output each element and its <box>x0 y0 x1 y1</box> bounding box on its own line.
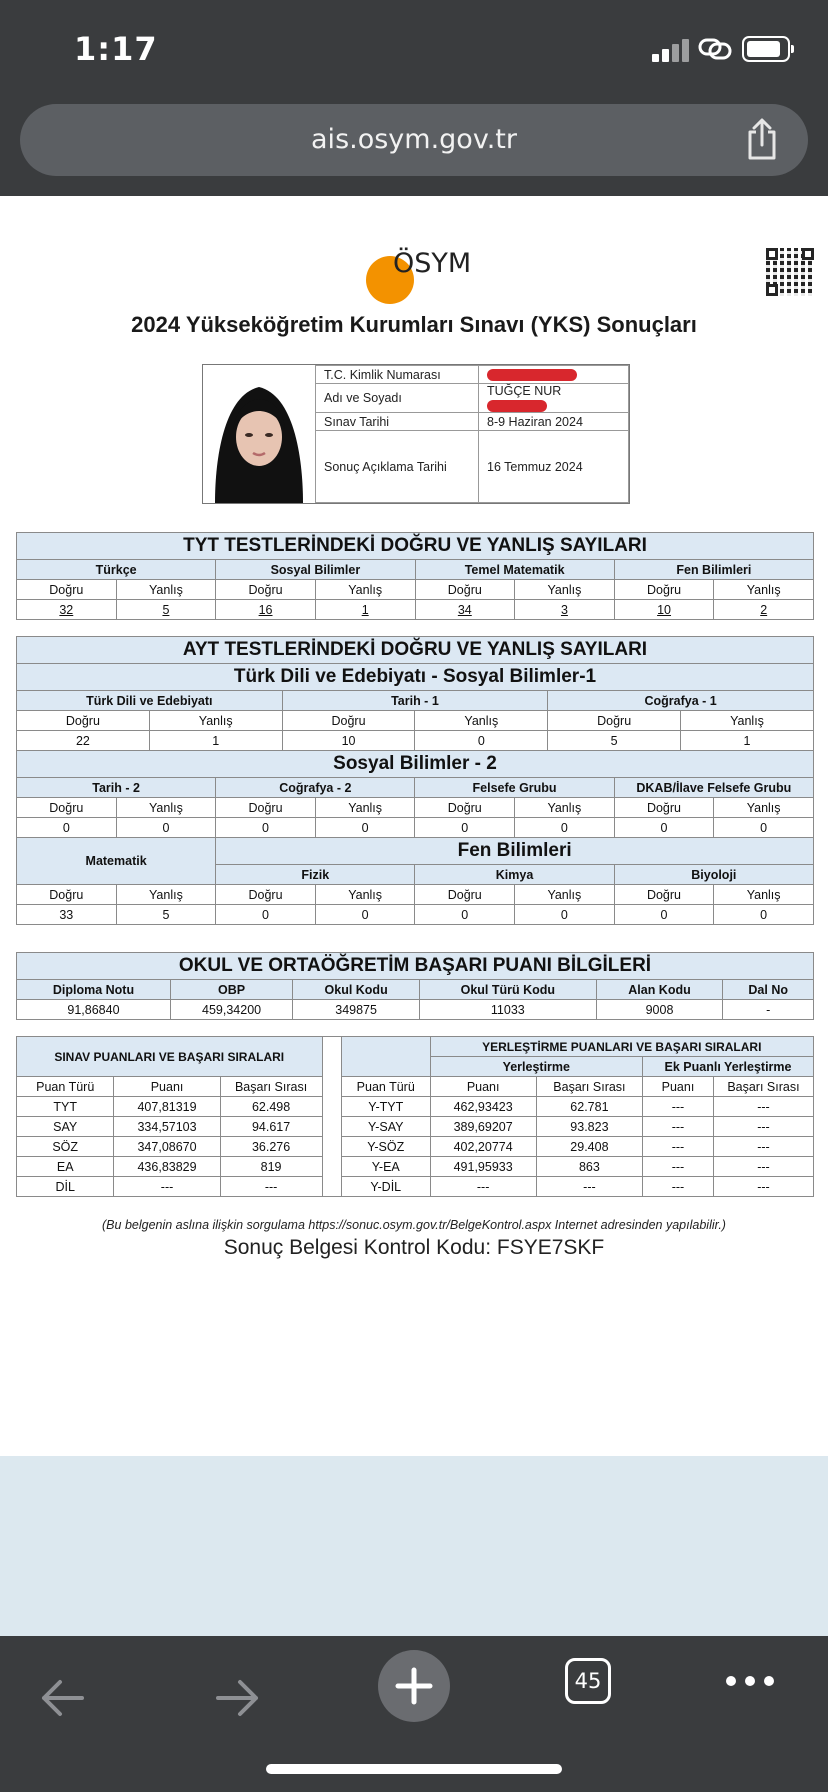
candidate-info-box <box>202 364 630 504</box>
tyt-table <box>16 532 814 620</box>
qr-code-icon <box>766 248 814 296</box>
yanlis-label: Yanlış <box>149 711 282 731</box>
column-header: Okul Kodu <box>293 980 420 1000</box>
score-cell: --- <box>114 1177 220 1197</box>
column-header: Puanı <box>643 1077 714 1097</box>
subject-header: Tarih - 2 <box>17 778 216 798</box>
column-header: Puan Türü <box>341 1077 430 1097</box>
score-cell: SAY <box>17 1117 114 1137</box>
dogru-label: Doğru <box>614 885 714 905</box>
column-header: Puan Türü <box>17 1077 114 1097</box>
score-cell: --- <box>713 1117 813 1137</box>
result-date-value: 16 Temmuz 2024 <box>479 431 629 503</box>
home-indicator <box>266 1764 562 1774</box>
dogru-label: Doğru <box>614 580 714 600</box>
score-cell: TYT <box>17 1097 114 1117</box>
control-code: Sonuç Belgesi Kontrol Kodu: FSYE7SKF <box>223 1236 605 1259</box>
score-cell: Y-SÖZ <box>341 1137 430 1157</box>
column-header: Başarı Sırası <box>713 1077 813 1097</box>
subject-header: Sosyal Bilimler <box>216 560 415 580</box>
score-cell: Y-DİL <box>341 1177 430 1197</box>
subject-header: Coğrafya - 1 <box>548 691 814 711</box>
dogru-label: Doğru <box>548 711 681 731</box>
tc-label: T.C. Kimlik Numarası <box>316 366 479 384</box>
redaction-mark <box>487 369 577 381</box>
page-title: 2024 Yükseköğretim Kurumları Sınavı (YKS) Sonuçları <box>131 312 697 337</box>
score-cell: 407,81319 <box>114 1097 220 1117</box>
yanlis-label: Yanlış <box>681 711 814 731</box>
yanlis-label: Yanlış <box>116 885 216 905</box>
column-header: Alan Kodu <box>596 980 723 1000</box>
column-header: OBP <box>170 980 292 1000</box>
score-cell: 29.408 <box>536 1137 642 1157</box>
yanlis-label: Yanlış <box>515 885 615 905</box>
status-time: 1:17 <box>74 30 158 68</box>
yanlis-label: Yanlış <box>315 580 415 600</box>
score-cell: 10 <box>614 600 714 620</box>
tyt-title: TYT TESTLERİNDEKİ DOĞRU VE YANLIŞ SAYILARI <box>17 533 814 560</box>
name-value: TUĞÇE NUR <box>479 384 629 413</box>
table-row <box>17 1177 814 1197</box>
score-cell: 0 <box>714 818 814 838</box>
score-cell: 5 <box>116 600 216 620</box>
ayt-section-2: Sosyal Bilimler - 2 <box>17 751 814 778</box>
score-cell: DİL <box>17 1177 114 1197</box>
score-cell: --- <box>713 1137 813 1157</box>
score-cell: 0 <box>415 905 515 925</box>
more-icon[interactable] <box>726 1676 774 1688</box>
score-cell: --- <box>643 1177 714 1197</box>
dogru-label: Doğru <box>17 885 117 905</box>
yanlis-label: Yanlış <box>415 711 548 731</box>
score-cell: 347,08670 <box>114 1137 220 1157</box>
redaction-mark <box>487 400 547 412</box>
ayt-table <box>16 636 814 925</box>
school-table <box>16 952 814 1020</box>
osym-logo: ÖSYM <box>366 238 476 298</box>
score-cell: 1 <box>315 600 415 620</box>
score-cell: --- <box>643 1117 714 1137</box>
back-arrow-icon[interactable] <box>38 1674 88 1722</box>
score-cell: 389,69207 <box>430 1117 536 1137</box>
subject-header: Biyoloji <box>614 865 813 885</box>
score-cell: 0 <box>216 905 316 925</box>
yanlis-label: Yanlış <box>714 580 814 600</box>
score-cell: 33 <box>17 905 117 925</box>
dogru-label: Doğru <box>415 798 515 818</box>
score-cell: 0 <box>415 731 548 751</box>
dogru-label: Doğru <box>17 580 117 600</box>
score-cell: --- <box>643 1157 714 1177</box>
score-cell: 2 <box>714 600 814 620</box>
value-cell: 459,34200 <box>170 1000 292 1020</box>
verification-note: (Bu belgenin aslına ilişkin sorgulama https://sonuc.osym.gov.tr/BelgeKontrol.aspx Internet adresinden yapılabilir.) <box>102 1218 726 1232</box>
column-header: Başarı Sırası <box>536 1077 642 1097</box>
score-cell: 0 <box>17 818 117 838</box>
battery-icon <box>742 36 790 62</box>
candidate-photo <box>203 365 316 503</box>
score-cell: 436,83829 <box>114 1157 220 1177</box>
score-cell: 1 <box>149 731 282 751</box>
score-cell: 5 <box>548 731 681 751</box>
subject-header: DKAB/İlave Felsefe Grubu <box>614 778 813 798</box>
score-cell: SÖZ <box>17 1137 114 1157</box>
forward-arrow-icon[interactable] <box>212 1674 262 1722</box>
score-cell: 334,57103 <box>114 1117 220 1137</box>
score-cell: 22 <box>17 731 150 751</box>
result-document <box>0 196 828 1456</box>
yanlis-label: Yanlış <box>515 580 615 600</box>
score-cell: 0 <box>714 905 814 925</box>
score-cell: 462,93423 <box>430 1097 536 1117</box>
score-cell: --- <box>713 1177 813 1197</box>
yanlis-label: Yanlış <box>116 580 216 600</box>
score-cell: 0 <box>614 905 714 925</box>
score-cell: --- <box>713 1097 813 1117</box>
yanlis-label: Yanlış <box>714 885 814 905</box>
yanlis-label: Yanlış <box>515 798 615 818</box>
score-cell: 62.781 <box>536 1097 642 1117</box>
score-cell: --- <box>220 1177 322 1197</box>
value-cell: 91,86840 <box>17 1000 171 1020</box>
score-cell: 0 <box>415 818 515 838</box>
placement-header: Yerleştirme <box>430 1057 643 1077</box>
score-cell: 10 <box>282 731 415 751</box>
subject-header: Türk Dili ve Edebiyatı <box>17 691 283 711</box>
subject-header: Kimya <box>415 865 614 885</box>
personal-hotspot-icon <box>697 36 733 62</box>
score-cell: Y-EA <box>341 1157 430 1177</box>
score-cell: 0 <box>614 818 714 838</box>
ayt-title: AYT TESTLERİNDEKİ DOĞRU VE YANLIŞ SAYILARI <box>17 637 814 664</box>
score-cell: 402,20774 <box>430 1137 536 1157</box>
score-cell: 0 <box>315 818 415 838</box>
table-row <box>17 1117 814 1137</box>
score-cell: 3 <box>515 600 615 620</box>
score-cell: 0 <box>216 818 316 838</box>
subject-header: Felsefe Grubu <box>415 778 614 798</box>
table-row <box>17 1137 814 1157</box>
column-header: Puanı <box>430 1077 536 1097</box>
yanlis-label: Yanlış <box>116 798 216 818</box>
score-cell: 0 <box>116 818 216 838</box>
fen-header: Fen Bilimleri <box>216 838 814 865</box>
share-icon[interactable] <box>742 118 782 162</box>
score-cell: 5 <box>116 905 216 925</box>
name-label: Adı ve Soyadı <box>316 384 479 413</box>
signal-icon <box>652 36 692 62</box>
value-cell: 349875 <box>293 1000 420 1020</box>
scores-table <box>16 1036 814 1197</box>
subject-header: Türkçe <box>17 560 216 580</box>
tc-value <box>479 366 629 384</box>
score-cell: 16 <box>216 600 316 620</box>
score-cell: 93.823 <box>536 1117 642 1137</box>
subject-header: Tarih - 1 <box>282 691 548 711</box>
dogru-label: Doğru <box>17 711 150 731</box>
column-header: Diploma Notu <box>17 980 171 1000</box>
dogru-label: Doğru <box>282 711 415 731</box>
exam-date-label: Sınav Tarihi <box>316 413 479 431</box>
column-header: Başarı Sırası <box>220 1077 322 1097</box>
dogru-label: Doğru <box>614 798 714 818</box>
candidate-info-table <box>315 365 629 503</box>
score-cell: --- <box>713 1157 813 1177</box>
column-header: Puanı <box>114 1077 220 1097</box>
yanlis-label: Yanlış <box>315 798 415 818</box>
score-cell: 863 <box>536 1157 642 1177</box>
score-cell: 0 <box>515 905 615 925</box>
ayt-section-1: Türk Dili ve Edebiyatı - Sosyal Bilimler-1 <box>17 664 814 691</box>
plus-icon <box>378 1650 450 1722</box>
table-row <box>17 1157 814 1177</box>
score-cell: 34 <box>415 600 515 620</box>
score-cell: 0 <box>315 905 415 925</box>
dogru-label: Doğru <box>216 580 316 600</box>
exam-date-value: 8-9 Haziran 2024 <box>479 413 629 431</box>
dogru-label: Doğru <box>216 798 316 818</box>
math-header: Matematik <box>17 838 216 885</box>
table-row <box>17 1097 814 1117</box>
score-cell: --- <box>536 1177 642 1197</box>
column-header: Dal No <box>723 980 814 1000</box>
subject-header: Temel Matematik <box>415 560 614 580</box>
url-text[interactable]: ais.osym.gov.tr <box>311 124 517 155</box>
value-cell: 11033 <box>420 1000 597 1020</box>
column-divider <box>322 1037 341 1197</box>
score-cell: 32 <box>17 600 117 620</box>
address-bar[interactable] <box>20 104 808 176</box>
score-cell: 36.276 <box>220 1137 322 1157</box>
subject-header: Fizik <box>216 865 415 885</box>
spacer-cell <box>341 1037 430 1077</box>
score-cell: Y-TYT <box>341 1097 430 1117</box>
placement-scores-title: YERLEŞTİRME PUANLARI VE BAŞARI SIRALARI <box>430 1037 813 1057</box>
tabs-button[interactable]: 45 <box>565 1658 611 1704</box>
score-cell: 491,95933 <box>430 1157 536 1177</box>
dogru-label: Doğru <box>216 885 316 905</box>
yanlis-label: Yanlış <box>714 798 814 818</box>
dogru-label: Doğru <box>415 580 515 600</box>
score-cell: 819 <box>220 1157 322 1177</box>
column-header: Okul Türü Kodu <box>420 980 597 1000</box>
score-cell: 0 <box>515 818 615 838</box>
page-footer-band <box>0 1456 828 1636</box>
score-cell: 1 <box>681 731 814 751</box>
browser-top-bar <box>0 0 828 196</box>
dogru-label: Doğru <box>415 885 515 905</box>
subject-header: Coğrafya - 2 <box>216 778 415 798</box>
score-cell: --- <box>430 1177 536 1197</box>
score-cell: 62.498 <box>220 1097 322 1117</box>
score-cell: Y-SAY <box>341 1117 430 1137</box>
score-cell: 94.617 <box>220 1117 322 1137</box>
score-cell: EA <box>17 1157 114 1177</box>
dogru-label: Doğru <box>17 798 117 818</box>
subject-header: Fen Bilimleri <box>614 560 813 580</box>
result-date-label: Sonuç Açıklama Tarihi <box>316 431 479 503</box>
score-cell: --- <box>643 1137 714 1157</box>
new-tab-button[interactable] <box>378 1650 450 1722</box>
score-cell: --- <box>643 1097 714 1117</box>
yanlis-label: Yanlış <box>315 885 415 905</box>
value-cell: 9008 <box>596 1000 723 1020</box>
school-title: OKUL VE ORTAÖĞRETİM BAŞARI PUANI BİLGİLERİ <box>17 953 814 980</box>
value-cell: - <box>723 1000 814 1020</box>
exam-scores-title: SINAV PUANLARI VE BAŞARI SIRALARI <box>17 1037 323 1077</box>
extra-placement-header: Ek Puanlı Yerleştirme <box>643 1057 814 1077</box>
